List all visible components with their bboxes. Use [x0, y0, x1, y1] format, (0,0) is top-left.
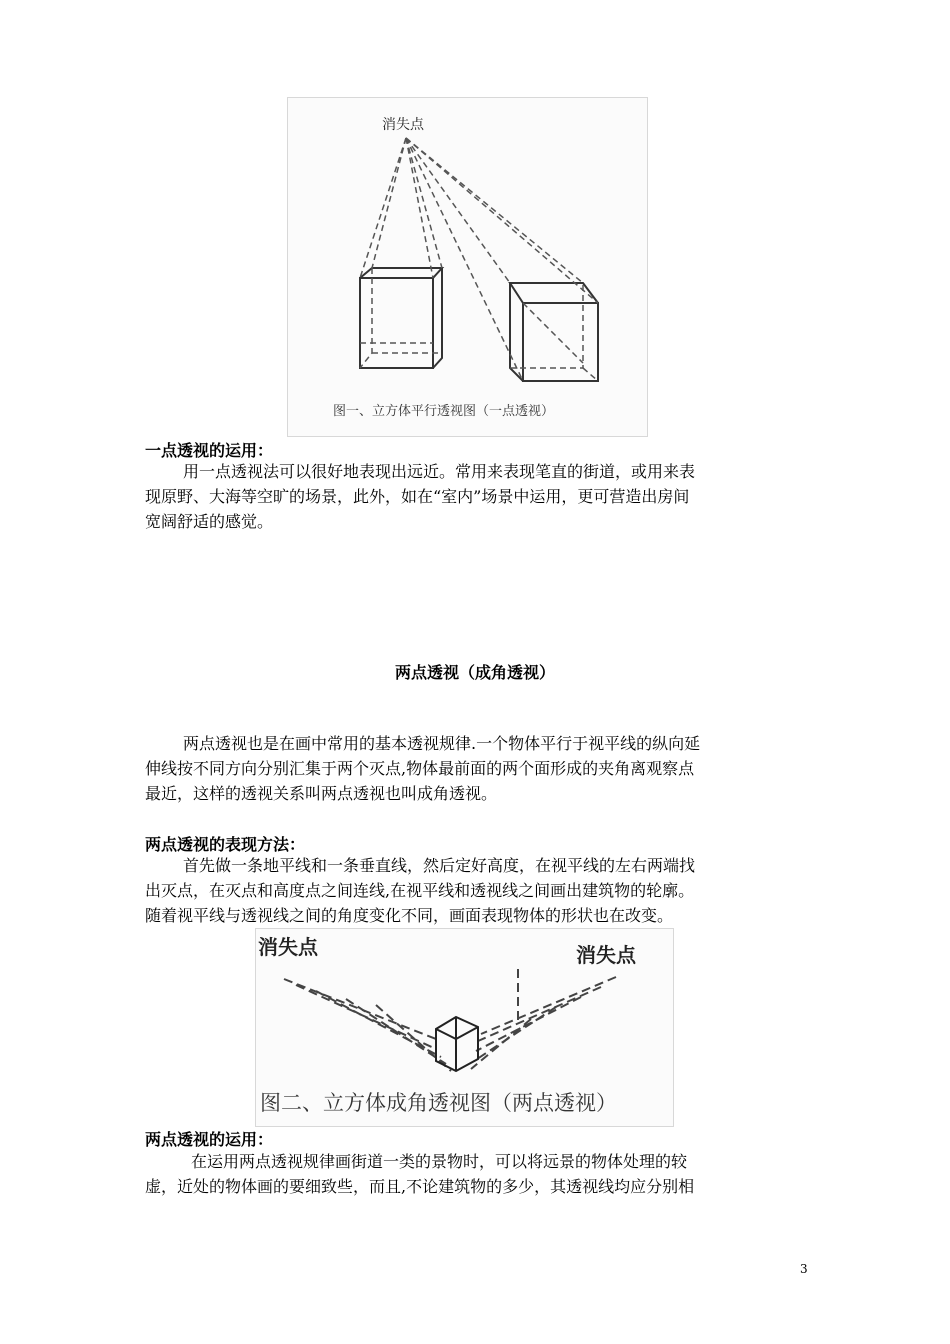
- one-point-usage-heading: 一点透视的运用：: [145, 441, 274, 460]
- paragraph-line: 随着视平线与透视线之间的角度变化不同，画面表现物体的形状也在改变。: [145, 906, 674, 925]
- paragraph-line: 两点透视也是在画中常用的基本透视规律.一个物体平行于视平线的纵向延: [183, 734, 701, 753]
- two-point-method-paragraph: [145, 853, 695, 928]
- paragraph-line: 最近，这样的透视关系叫两点透视也叫成角透视。: [145, 784, 498, 803]
- one-point-perspective-drawing: [288, 98, 647, 436]
- two-point-intro-paragraph: [145, 731, 700, 806]
- paragraph-line: 宽阔舒适的感觉。: [145, 512, 274, 531]
- figure-two-caption: 图二、立方体成角透视图（两点透视）: [260, 1091, 617, 1115]
- paragraph-line: 出灭点，在灭点和高度点之间连线,在视平线和透视线之间画出建筑物的轮廓。: [145, 881, 695, 900]
- two-point-usage-heading: 两点透视的运用：: [145, 1130, 274, 1149]
- right-vanishing-point-label: 消失点: [576, 943, 636, 967]
- left-vanishing-point-label: 消失点: [258, 935, 318, 959]
- two-point-method-heading: 两点透视的表现方法：: [145, 835, 306, 854]
- two-point-usage-paragraph: [145, 1149, 694, 1199]
- one-point-usage-paragraph: [145, 459, 695, 534]
- paragraph-line: 首先做一条地平线和一条垂直线，然后定好高度，在视平线的左右两端找: [183, 856, 696, 875]
- vanishing-point-label: 消失点: [382, 117, 424, 133]
- paragraph-line: 用一点透视法可以很好地表现出远近。常用来表现笔直的街道，或用来表: [183, 462, 696, 481]
- paragraph-line: 现原野、大海等空旷的场景，此外，如在“室内”场景中运用，更可营造出房间: [145, 487, 690, 506]
- paragraph-line: 虚，近处的物体画的要细致些，而且,不论建筑物的多少，其透视线均应分别相: [145, 1177, 695, 1196]
- paragraph-line: 伸线按不同方向分别汇集于两个灭点,物体最前面的两个面形成的夹角离观察点: [145, 759, 695, 778]
- two-point-title: 两点透视（成角透视）: [394, 663, 555, 682]
- figure-two-point-perspective: [255, 928, 674, 1127]
- page-number: 3: [800, 1262, 808, 1276]
- figure-one-point-perspective: [287, 97, 648, 437]
- paragraph-line: 在运用两点透视规律画街道一类的景物时，可以将远景的物体处理的较: [191, 1152, 688, 1171]
- figure-one-caption: 图一、立方体平行透视图（一点透视）: [333, 404, 555, 419]
